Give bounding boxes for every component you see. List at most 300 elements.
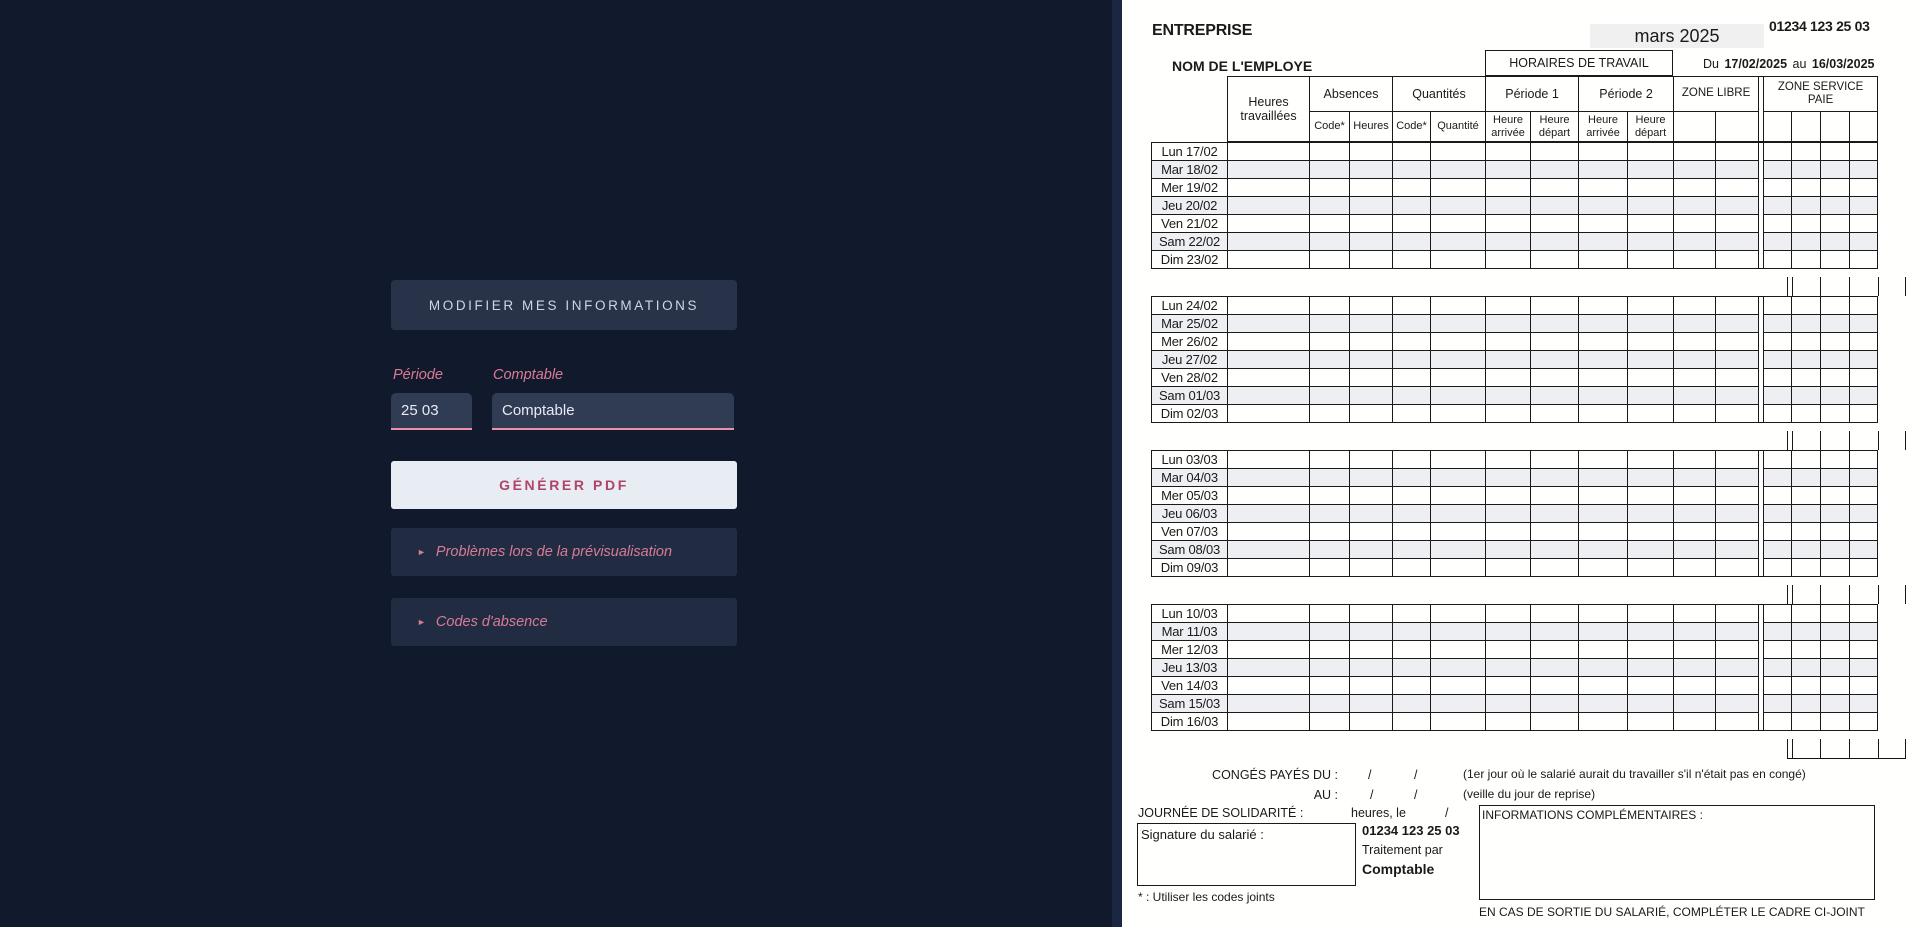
grid-cell — [1486, 605, 1531, 623]
grid-cell — [1350, 541, 1393, 559]
timesheet-header — [1227, 76, 1878, 142]
grid-cell — [1228, 487, 1310, 505]
table-row — [1152, 215, 1878, 233]
grid-cell — [1310, 161, 1350, 179]
grid-cell — [1393, 523, 1431, 541]
grid-cell — [1850, 233, 1878, 251]
grid-cell — [1674, 677, 1716, 695]
grid-cell — [1431, 541, 1486, 559]
signature-box — [1137, 823, 1356, 886]
grid-cell — [1531, 369, 1579, 387]
day-label: Mar 25/02 — [1152, 315, 1228, 333]
grid-cell — [1764, 659, 1792, 677]
grid-cell — [1431, 161, 1486, 179]
grid-cell — [1431, 315, 1486, 333]
grid-cell — [1716, 315, 1759, 333]
grid-cell — [1393, 197, 1431, 215]
grid-cell — [1764, 297, 1792, 315]
grid-cell — [1792, 251, 1821, 269]
day-label: Lun 24/02 — [1152, 297, 1228, 315]
grid-cell — [1579, 523, 1628, 541]
table-row — [1152, 315, 1878, 333]
grid-cell — [1531, 215, 1579, 233]
grid-cell — [1716, 559, 1759, 577]
grid-cell — [1579, 387, 1628, 405]
grid-cell — [1431, 251, 1486, 269]
table-row — [1152, 333, 1878, 351]
grid-cell — [1350, 315, 1393, 333]
generate-pdf-button[interactable]: GÉNÉRER PDF — [391, 461, 737, 509]
grid-cell — [1716, 713, 1759, 731]
grid-cell — [1716, 251, 1759, 269]
modify-info-button[interactable]: MODIFIER MES INFORMATIONS — [391, 280, 737, 330]
grid-cell — [1764, 197, 1792, 215]
grid-cell — [1393, 487, 1431, 505]
grid-cell — [1674, 179, 1716, 197]
grid-cell — [1350, 251, 1393, 269]
grid-cell — [1850, 677, 1878, 695]
table-row — [1152, 161, 1878, 179]
grid-cell — [1716, 297, 1759, 315]
grid-cell — [1228, 143, 1310, 161]
grid-cell — [1628, 315, 1674, 333]
grid-cell — [1764, 143, 1792, 161]
grid-cell — [1792, 605, 1821, 623]
triangle-right-icon: ► — [417, 547, 426, 557]
grid-cell — [1628, 469, 1674, 487]
date-range — [1702, 57, 1875, 71]
grid-cell — [1579, 351, 1628, 369]
grid-cell — [1310, 523, 1350, 541]
grid-cell — [1821, 469, 1850, 487]
grid-cell — [1310, 505, 1350, 523]
grid-cell — [1228, 387, 1310, 405]
employee-name-label: NOM DE L'EMPLOYE — [1172, 58, 1313, 74]
grid-cell — [1531, 405, 1579, 423]
grid-cell — [1792, 523, 1821, 541]
grid-cell — [1531, 161, 1579, 179]
grid-cell — [1674, 251, 1716, 269]
grid-cell — [1350, 233, 1393, 251]
col-quantity: Quantité — [1431, 112, 1486, 142]
grid-cell — [1764, 641, 1792, 659]
grid-cell — [1821, 695, 1850, 713]
table-row — [1152, 369, 1878, 387]
grid-cell — [1393, 541, 1431, 559]
grid-cell — [1531, 505, 1579, 523]
grid-cell — [1850, 451, 1878, 469]
col-quantity-code: Code* — [1393, 112, 1431, 142]
grid-cell — [1579, 641, 1628, 659]
grid-cell — [1393, 605, 1431, 623]
grid-cell — [1674, 161, 1716, 179]
grid-cell — [1764, 695, 1792, 713]
date-slash: / — [1414, 788, 1418, 802]
grid-cell — [1764, 523, 1792, 541]
panel-divider — [1112, 0, 1122, 927]
grid-cell — [1393, 405, 1431, 423]
grid-cell — [1792, 677, 1821, 695]
col-period1: Période 1 — [1486, 77, 1579, 112]
grid-cell — [1792, 297, 1821, 315]
grid-cell — [1674, 143, 1716, 161]
range-middle: au — [1792, 57, 1807, 71]
grid-cell — [1716, 695, 1759, 713]
grid-cell — [1764, 387, 1792, 405]
solidarity-hours-label: heures, le — [1351, 806, 1406, 820]
company-title: ENTREPRISE — [1152, 22, 1253, 39]
grid-cell — [1716, 405, 1759, 423]
grid-cell — [1531, 641, 1579, 659]
grid-cell — [1764, 677, 1792, 695]
grid-cell — [1486, 659, 1531, 677]
grid-cell — [1579, 605, 1628, 623]
grid-cell — [1821, 233, 1850, 251]
accordion-absence-codes-label: Codes d'absence — [435, 614, 548, 630]
week-block — [1151, 604, 1878, 731]
grid-cell — [1764, 233, 1792, 251]
grid-cell — [1531, 713, 1579, 731]
day-label: Sam 15/03 — [1152, 695, 1228, 713]
grid-cell — [1792, 695, 1821, 713]
grid-cell — [1850, 351, 1878, 369]
grid-cell — [1821, 713, 1850, 731]
grid-cell — [1431, 659, 1486, 677]
grid-cell — [1486, 713, 1531, 731]
grid-cell — [1228, 559, 1310, 577]
grid-cell — [1674, 641, 1716, 659]
grid-cell — [1628, 197, 1674, 215]
week-block — [1151, 142, 1878, 269]
grid-cell — [1628, 559, 1674, 577]
grid-cell — [1850, 469, 1878, 487]
col-zone-libre: ZONE LIBRE — [1674, 77, 1759, 112]
grid-cell — [1792, 161, 1821, 179]
service-zone-extension — [1787, 585, 1906, 604]
day-label: Lun 03/03 — [1152, 451, 1228, 469]
grid-cell — [1393, 251, 1431, 269]
grid-cell — [1674, 351, 1716, 369]
grid-cell — [1431, 677, 1486, 695]
grid-cell — [1486, 677, 1531, 695]
grid-cell — [1228, 405, 1310, 423]
grid-cell — [1531, 659, 1579, 677]
grid-cell — [1850, 215, 1878, 233]
grid-cell — [1486, 351, 1531, 369]
processing-label: Traitement par — [1362, 843, 1443, 857]
grid-cell — [1674, 387, 1716, 405]
grid-cell — [1821, 297, 1850, 315]
grid-cell — [1764, 605, 1792, 623]
range-end-date: 16/03/2025 — [1811, 57, 1875, 71]
grid-cell — [1393, 297, 1431, 315]
grid-cell — [1792, 559, 1821, 577]
grid-cell — [1674, 197, 1716, 215]
grid-cell — [1579, 713, 1628, 731]
grid-cell — [1431, 333, 1486, 351]
grid-cell — [1716, 523, 1759, 541]
grid-cell — [1531, 333, 1579, 351]
day-label: Dim 02/03 — [1152, 405, 1228, 423]
grid-cell — [1431, 713, 1486, 731]
day-label: Ven 07/03 — [1152, 523, 1228, 541]
grid-cell — [1531, 451, 1579, 469]
grid-cell — [1579, 315, 1628, 333]
grid-cell — [1350, 695, 1393, 713]
grid-cell — [1228, 215, 1310, 233]
table-row — [1152, 233, 1878, 251]
grid-cell — [1486, 641, 1531, 659]
grid-cell — [1310, 559, 1350, 577]
grid-cell — [1486, 333, 1531, 351]
grid-cell — [1486, 487, 1531, 505]
grid-cell — [1531, 541, 1579, 559]
grid-cell — [1431, 641, 1486, 659]
signature-label: Signature du salarié : — [1141, 827, 1264, 842]
period-input[interactable] — [391, 393, 472, 430]
grid-cell — [1486, 405, 1531, 423]
grid-cell — [1393, 161, 1431, 179]
grid-cell — [1628, 605, 1674, 623]
grid-cell — [1716, 605, 1759, 623]
grid-cell — [1674, 523, 1716, 541]
grid-cell — [1228, 623, 1310, 641]
day-label: Jeu 06/03 — [1152, 505, 1228, 523]
grid-cell — [1764, 405, 1792, 423]
grid-cell — [1792, 197, 1821, 215]
grid-cell — [1674, 297, 1716, 315]
work-schedule-title: HORAIRES DE TRAVAIL — [1485, 50, 1673, 76]
accordion-preview-issues[interactable] — [391, 528, 737, 576]
grid-cell — [1628, 623, 1674, 641]
grid-cell — [1579, 659, 1628, 677]
grid-cell — [1850, 713, 1878, 731]
day-label: Ven 21/02 — [1152, 215, 1228, 233]
date-slash: / — [1370, 788, 1374, 802]
grid-cell — [1628, 677, 1674, 695]
grid-cell — [1821, 505, 1850, 523]
grid-cell — [1431, 179, 1486, 197]
grid-cell — [1850, 523, 1878, 541]
accordion-absence-codes[interactable] — [391, 598, 737, 646]
grid-cell — [1486, 179, 1531, 197]
grid-cell — [1310, 197, 1350, 215]
table-row — [1152, 197, 1878, 215]
grid-cell — [1228, 297, 1310, 315]
grid-cell — [1764, 161, 1792, 179]
grid-cell — [1792, 623, 1821, 641]
grid-cell — [1764, 369, 1792, 387]
grid-cell — [1350, 641, 1393, 659]
grid-cell — [1674, 369, 1716, 387]
grid-cell — [1792, 451, 1821, 469]
grid-cell — [1716, 387, 1759, 405]
grid-cell — [1674, 487, 1716, 505]
grid-cell — [1628, 297, 1674, 315]
grid-cell — [1531, 315, 1579, 333]
grid-cell — [1531, 469, 1579, 487]
grid-cell — [1531, 695, 1579, 713]
grid-cell — [1821, 315, 1850, 333]
grid-cell — [1486, 315, 1531, 333]
phone-number: 01234 123 25 03 — [1769, 18, 1870, 34]
day-label: Ven 14/03 — [1152, 677, 1228, 695]
grid-cell — [1792, 351, 1821, 369]
grid-cell — [1486, 233, 1531, 251]
grid-cell — [1531, 387, 1579, 405]
grid-cell — [1764, 623, 1792, 641]
grid-cell — [1393, 623, 1431, 641]
grid-cell — [1350, 369, 1393, 387]
grid-cell — [1628, 487, 1674, 505]
col-p1-arrival: Heure arrivée — [1486, 112, 1531, 142]
grid-cell — [1674, 505, 1716, 523]
grid-cell — [1716, 505, 1759, 523]
grid-cell — [1821, 143, 1850, 161]
day-label: Sam 01/03 — [1152, 387, 1228, 405]
day-label: Ven 28/02 — [1152, 369, 1228, 387]
grid-cell — [1850, 505, 1878, 523]
grid-cell — [1850, 541, 1878, 559]
grid-cell — [1431, 623, 1486, 641]
grid-cell — [1579, 233, 1628, 251]
grid-cell — [1628, 333, 1674, 351]
accountant-label: Comptable — [493, 367, 564, 383]
day-label: Mar 04/03 — [1152, 469, 1228, 487]
date-slash: / — [1445, 806, 1449, 820]
grid-cell — [1716, 659, 1759, 677]
grid-cell — [1764, 251, 1792, 269]
day-label: Jeu 20/02 — [1152, 197, 1228, 215]
grid-cell — [1792, 487, 1821, 505]
grid-cell — [1792, 541, 1821, 559]
grid-cell — [1628, 523, 1674, 541]
grid-cell — [1531, 251, 1579, 269]
grid-cell — [1716, 161, 1759, 179]
grid-cell — [1821, 161, 1850, 179]
grid-cell — [1431, 405, 1486, 423]
grid-cell — [1792, 369, 1821, 387]
grid-cell — [1228, 197, 1310, 215]
grid-cell — [1350, 387, 1393, 405]
col-hours-worked: Heures travaillées — [1228, 77, 1310, 142]
grid-cell — [1350, 451, 1393, 469]
grid-cell — [1350, 469, 1393, 487]
grid-cell — [1792, 713, 1821, 731]
grid-cell — [1821, 369, 1850, 387]
grid-cell — [1393, 505, 1431, 523]
grid-cell — [1310, 215, 1350, 233]
day-label: Mer 26/02 — [1152, 333, 1228, 351]
day-label: Dim 16/03 — [1152, 713, 1228, 731]
grid-cell — [1628, 641, 1674, 659]
grid-cell — [1579, 297, 1628, 315]
grid-cell — [1393, 451, 1431, 469]
grid-cell — [1628, 215, 1674, 233]
grid-cell — [1431, 505, 1486, 523]
grid-cell — [1431, 197, 1486, 215]
accordion-preview-issues-label: Problèmes lors de la prévisualisation — [435, 544, 673, 560]
grid-cell — [1579, 369, 1628, 387]
grid-cell — [1579, 469, 1628, 487]
pdf-preview — [1122, 0, 1920, 927]
grid-cell — [1764, 713, 1792, 731]
grid-cell — [1486, 469, 1531, 487]
grid-cell — [1674, 605, 1716, 623]
grid-cell — [1531, 351, 1579, 369]
grid-cell — [1393, 143, 1431, 161]
grid-cell — [1228, 351, 1310, 369]
accountant-input[interactable] — [492, 393, 734, 430]
grid-cell — [1393, 559, 1431, 577]
grid-cell — [1850, 161, 1878, 179]
grid-cell — [1531, 623, 1579, 641]
grid-cell — [1850, 333, 1878, 351]
grid-cell — [1310, 623, 1350, 641]
day-label: Mer 05/03 — [1152, 487, 1228, 505]
grid-cell — [1821, 677, 1850, 695]
codes-note: * : Utiliser les codes joints — [1138, 890, 1275, 904]
grid-cell — [1821, 487, 1850, 505]
grid-cell — [1431, 297, 1486, 315]
grid-cell — [1821, 605, 1850, 623]
grid-cell — [1764, 541, 1792, 559]
grid-cell — [1850, 315, 1878, 333]
grid-cell — [1674, 315, 1716, 333]
table-row — [1152, 143, 1878, 161]
grid-cell — [1628, 713, 1674, 731]
grid-cell — [1579, 251, 1628, 269]
grid-cell — [1716, 677, 1759, 695]
grid-cell — [1821, 251, 1850, 269]
grid-cell — [1821, 405, 1850, 423]
grid-cell — [1579, 197, 1628, 215]
grid-cell — [1531, 197, 1579, 215]
grid-cell — [1486, 143, 1531, 161]
grid-cell — [1310, 333, 1350, 351]
paid-leave-to-label: AU : — [1313, 788, 1338, 802]
grid-cell — [1431, 523, 1486, 541]
day-label: Mar 18/02 — [1152, 161, 1228, 179]
grid-cell — [1393, 695, 1431, 713]
grid-cell — [1393, 315, 1431, 333]
table-row — [1152, 713, 1878, 731]
grid-cell — [1821, 215, 1850, 233]
grid-cell — [1228, 695, 1310, 713]
grid-cell — [1431, 605, 1486, 623]
grid-cell — [1431, 695, 1486, 713]
grid-cell — [1310, 695, 1350, 713]
grid-cell — [1792, 641, 1821, 659]
grid-cell — [1350, 143, 1393, 161]
grid-cell — [1531, 297, 1579, 315]
grid-cell — [1431, 351, 1486, 369]
grid-cell — [1674, 623, 1716, 641]
grid-cell — [1579, 161, 1628, 179]
grid-cell — [1821, 659, 1850, 677]
grid-cell — [1764, 469, 1792, 487]
grid-cell — [1350, 405, 1393, 423]
grid-cell — [1228, 505, 1310, 523]
date-slash: / — [1414, 768, 1418, 782]
return-note: (veille du jour de reprise) — [1463, 787, 1596, 801]
grid-cell — [1850, 179, 1878, 197]
grid-cell — [1821, 333, 1850, 351]
grid-cell — [1579, 405, 1628, 423]
grid-cell — [1792, 315, 1821, 333]
grid-cell — [1674, 713, 1716, 731]
grid-cell — [1850, 297, 1878, 315]
